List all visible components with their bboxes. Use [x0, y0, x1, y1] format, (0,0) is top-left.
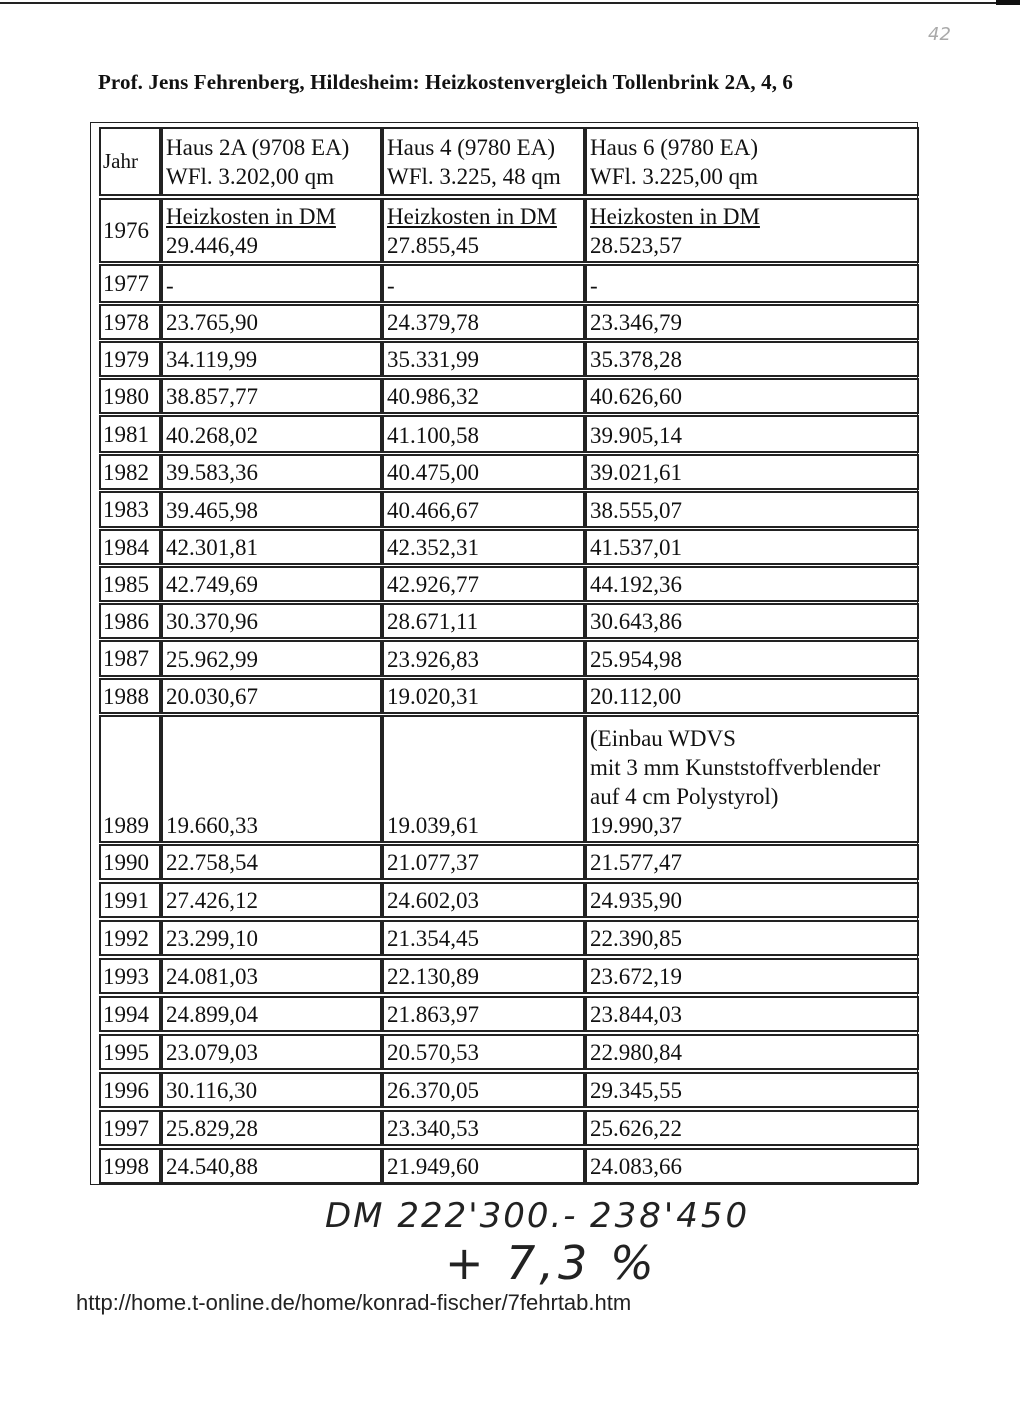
house-name: Haus 6 (9780 EA) — [590, 134, 758, 160]
cost-cell: 38.857,77 — [161, 378, 382, 414]
cost-cell: 24.935,90 — [585, 882, 919, 918]
cost-cell: 23.299,10 — [161, 920, 382, 956]
year-cell: 1984 — [99, 529, 161, 565]
year-cell: 1991 — [99, 882, 161, 918]
year-cell: 1982 — [99, 454, 161, 490]
heizkosten-label: Heizkosten in DM — [590, 203, 760, 229]
cost-cell: 28.671,11 — [382, 603, 585, 639]
top-rule — [0, 2, 1000, 4]
cost-cell: 25.962,99 — [161, 640, 382, 677]
cost-cell: 30.643,86 — [585, 603, 919, 639]
year-cell: 1997 — [99, 1110, 161, 1146]
year-cell: 1994 — [99, 996, 161, 1032]
heating-cost-table — [90, 122, 918, 1185]
year-cell: 1983 — [99, 491, 161, 528]
header-house-3 — [585, 127, 919, 196]
year-cell: 1976 — [99, 198, 161, 263]
cost-cell: 40.475,00 — [382, 454, 585, 490]
header-house-1 — [161, 127, 382, 196]
year-cell: 1996 — [99, 1072, 161, 1108]
wdvs-note-line: (Einbau WDVS — [590, 726, 736, 751]
wdvs-note-line: mit 3 mm Kunststoffverblender — [590, 755, 881, 780]
source-url: http://home.t-online.de/home/konrad-fischer/7fehrtab.htm — [76, 1290, 632, 1315]
cost-cell: 23.844,03 — [585, 996, 919, 1032]
cost-cell: 42.926,77 — [382, 566, 585, 602]
cost-cell: 23.926,83 — [382, 640, 585, 677]
cost-cell: 42.301,81 — [161, 529, 382, 565]
cost-cell: - — [585, 264, 919, 303]
cost-cell: 24.379,78 — [382, 304, 585, 340]
cost-cell: 41.100,58 — [382, 415, 585, 453]
cost-cell: 25.626,22 — [585, 1110, 919, 1146]
cost-cell: 35.378,28 — [585, 341, 919, 377]
cost-cell: 24.081,03 — [161, 958, 382, 994]
handwritten-total-left: DM 222'300.- — [325, 1196, 578, 1236]
cost-cell: 39.465,98 — [161, 491, 382, 528]
cost-cell: 35.331,99 — [382, 341, 585, 377]
cost-cell: 22.758,54 — [161, 844, 382, 880]
cost-cell: 24.540,88 — [161, 1148, 382, 1184]
cost-cell-1976 — [585, 198, 919, 263]
cost-cell: 40.986,32 — [382, 378, 585, 414]
year-cell: 1987 — [99, 640, 161, 677]
year-cell: 1977 — [99, 264, 161, 303]
cost-cell: - — [161, 264, 382, 303]
cost-cell: 21.863,97 — [382, 996, 585, 1032]
cost-cell: 24.602,03 — [382, 882, 585, 918]
year-cell: 1978 — [99, 304, 161, 340]
cost-cell: 26.370,05 — [382, 1072, 585, 1108]
year-cell: 1995 — [99, 1034, 161, 1070]
cost-value: 27.855,45 — [387, 232, 479, 258]
house-area: WFl. 3.202,00 qm — [166, 163, 335, 189]
top-rule-mark — [996, 0, 1020, 5]
cost-cell: 40.626,60 — [585, 378, 919, 414]
cost-cell: 29.345,55 — [585, 1072, 919, 1108]
heizkosten-label: Heizkosten in DM — [166, 203, 336, 229]
cost-cell: 22.130,89 — [382, 958, 585, 994]
cost-cell: 23.079,03 — [161, 1034, 382, 1070]
cost-cell: 22.980,84 — [585, 1034, 919, 1070]
handwritten-percent: + 7,3 % — [445, 1236, 658, 1290]
cost-cell: 42.749,69 — [161, 566, 382, 602]
year-cell: 1998 — [99, 1148, 161, 1184]
cost-cell-1976 — [161, 198, 382, 263]
house-area: WFl. 3.225, 48 qm — [387, 163, 561, 189]
year-cell: 1990 — [99, 844, 161, 880]
cost-cell: 34.119,99 — [161, 341, 382, 377]
year-cell-1989: 1989 — [99, 715, 161, 843]
wdvs-note-line: auf 4 cm Polystyrol) — [590, 784, 779, 809]
cost-cell: 39.905,14 — [585, 415, 919, 453]
cost-value: 19.990,37 — [590, 813, 682, 838]
cost-cell: 20.570,53 — [382, 1034, 585, 1070]
year-cell: 1979 — [99, 341, 161, 377]
year-cell: 1993 — [99, 958, 161, 994]
cost-cell: 22.390,85 — [585, 920, 919, 956]
cost-cell: 23.346,79 — [585, 304, 919, 340]
cost-cell: 38.555,07 — [585, 491, 919, 528]
cost-cell: 41.537,01 — [585, 529, 919, 565]
year-cell: 1981 — [99, 415, 161, 453]
cost-cell: 42.352,31 — [382, 529, 585, 565]
house-area: WFl. 3.225,00 qm — [590, 163, 759, 189]
cost-cell: 20.112,00 — [585, 678, 919, 714]
cost-cell: 20.030,67 — [161, 678, 382, 714]
cost-cell: 21.949,60 — [382, 1148, 585, 1184]
cost-cell: 19.020,31 — [382, 678, 585, 714]
cost-cell-1989: 19.660,33 — [161, 715, 382, 843]
cost-cell: 24.083,66 — [585, 1148, 919, 1184]
cost-cell: 39.583,36 — [161, 454, 382, 490]
cost-cell: - — [382, 264, 585, 303]
cost-cell: 21.354,45 — [382, 920, 585, 956]
heizkosten-label: Heizkosten in DM — [387, 203, 557, 229]
cost-cell: 25.829,28 — [161, 1110, 382, 1146]
cost-cell: 40.466,67 — [382, 491, 585, 528]
year-cell: 1988 — [99, 678, 161, 714]
cost-cell: 21.077,37 — [382, 844, 585, 880]
cost-cell: 30.116,30 — [161, 1072, 382, 1108]
house-name: Haus 2A (9708 EA) — [166, 134, 350, 160]
year-cell: 1992 — [99, 920, 161, 956]
cost-cell: 40.268,02 — [161, 415, 382, 453]
cost-cell-1989-note — [585, 715, 919, 843]
page-title: Prof. Jens Fehrenberg, Hildesheim: Heizkostenvergleich Tollenbrink 2A, 4, 6 — [98, 70, 794, 94]
cost-cell: 24.899,04 — [161, 996, 382, 1032]
cost-cell: 23.672,19 — [585, 958, 919, 994]
cost-value: 28.523,57 — [590, 232, 682, 258]
cost-cell: 44.192,36 — [585, 566, 919, 602]
cost-cell: 23.340,53 — [382, 1110, 585, 1146]
cost-cell: 30.370,96 — [161, 603, 382, 639]
header-jahr: Jahr — [99, 127, 161, 196]
cost-cell: 39.021,61 — [585, 454, 919, 490]
cost-cell: 27.426,12 — [161, 882, 382, 918]
cost-cell: 25.954,98 — [585, 640, 919, 677]
cost-cell-1976 — [382, 198, 585, 263]
year-cell: 1985 — [99, 566, 161, 602]
year-cell: 1980 — [99, 378, 161, 414]
year-cell: 1986 — [99, 603, 161, 639]
page-number: 42 — [928, 24, 951, 45]
cost-cell: 21.577,47 — [585, 844, 919, 880]
cost-cell: 23.765,90 — [161, 304, 382, 340]
cost-value: 29.446,49 — [166, 232, 258, 258]
house-name: Haus 4 (9780 EA) — [387, 134, 555, 160]
handwritten-total-right: 238'450 — [590, 1196, 751, 1236]
cost-cell-1989: 19.039,61 — [382, 715, 585, 843]
header-house-2 — [382, 127, 585, 196]
